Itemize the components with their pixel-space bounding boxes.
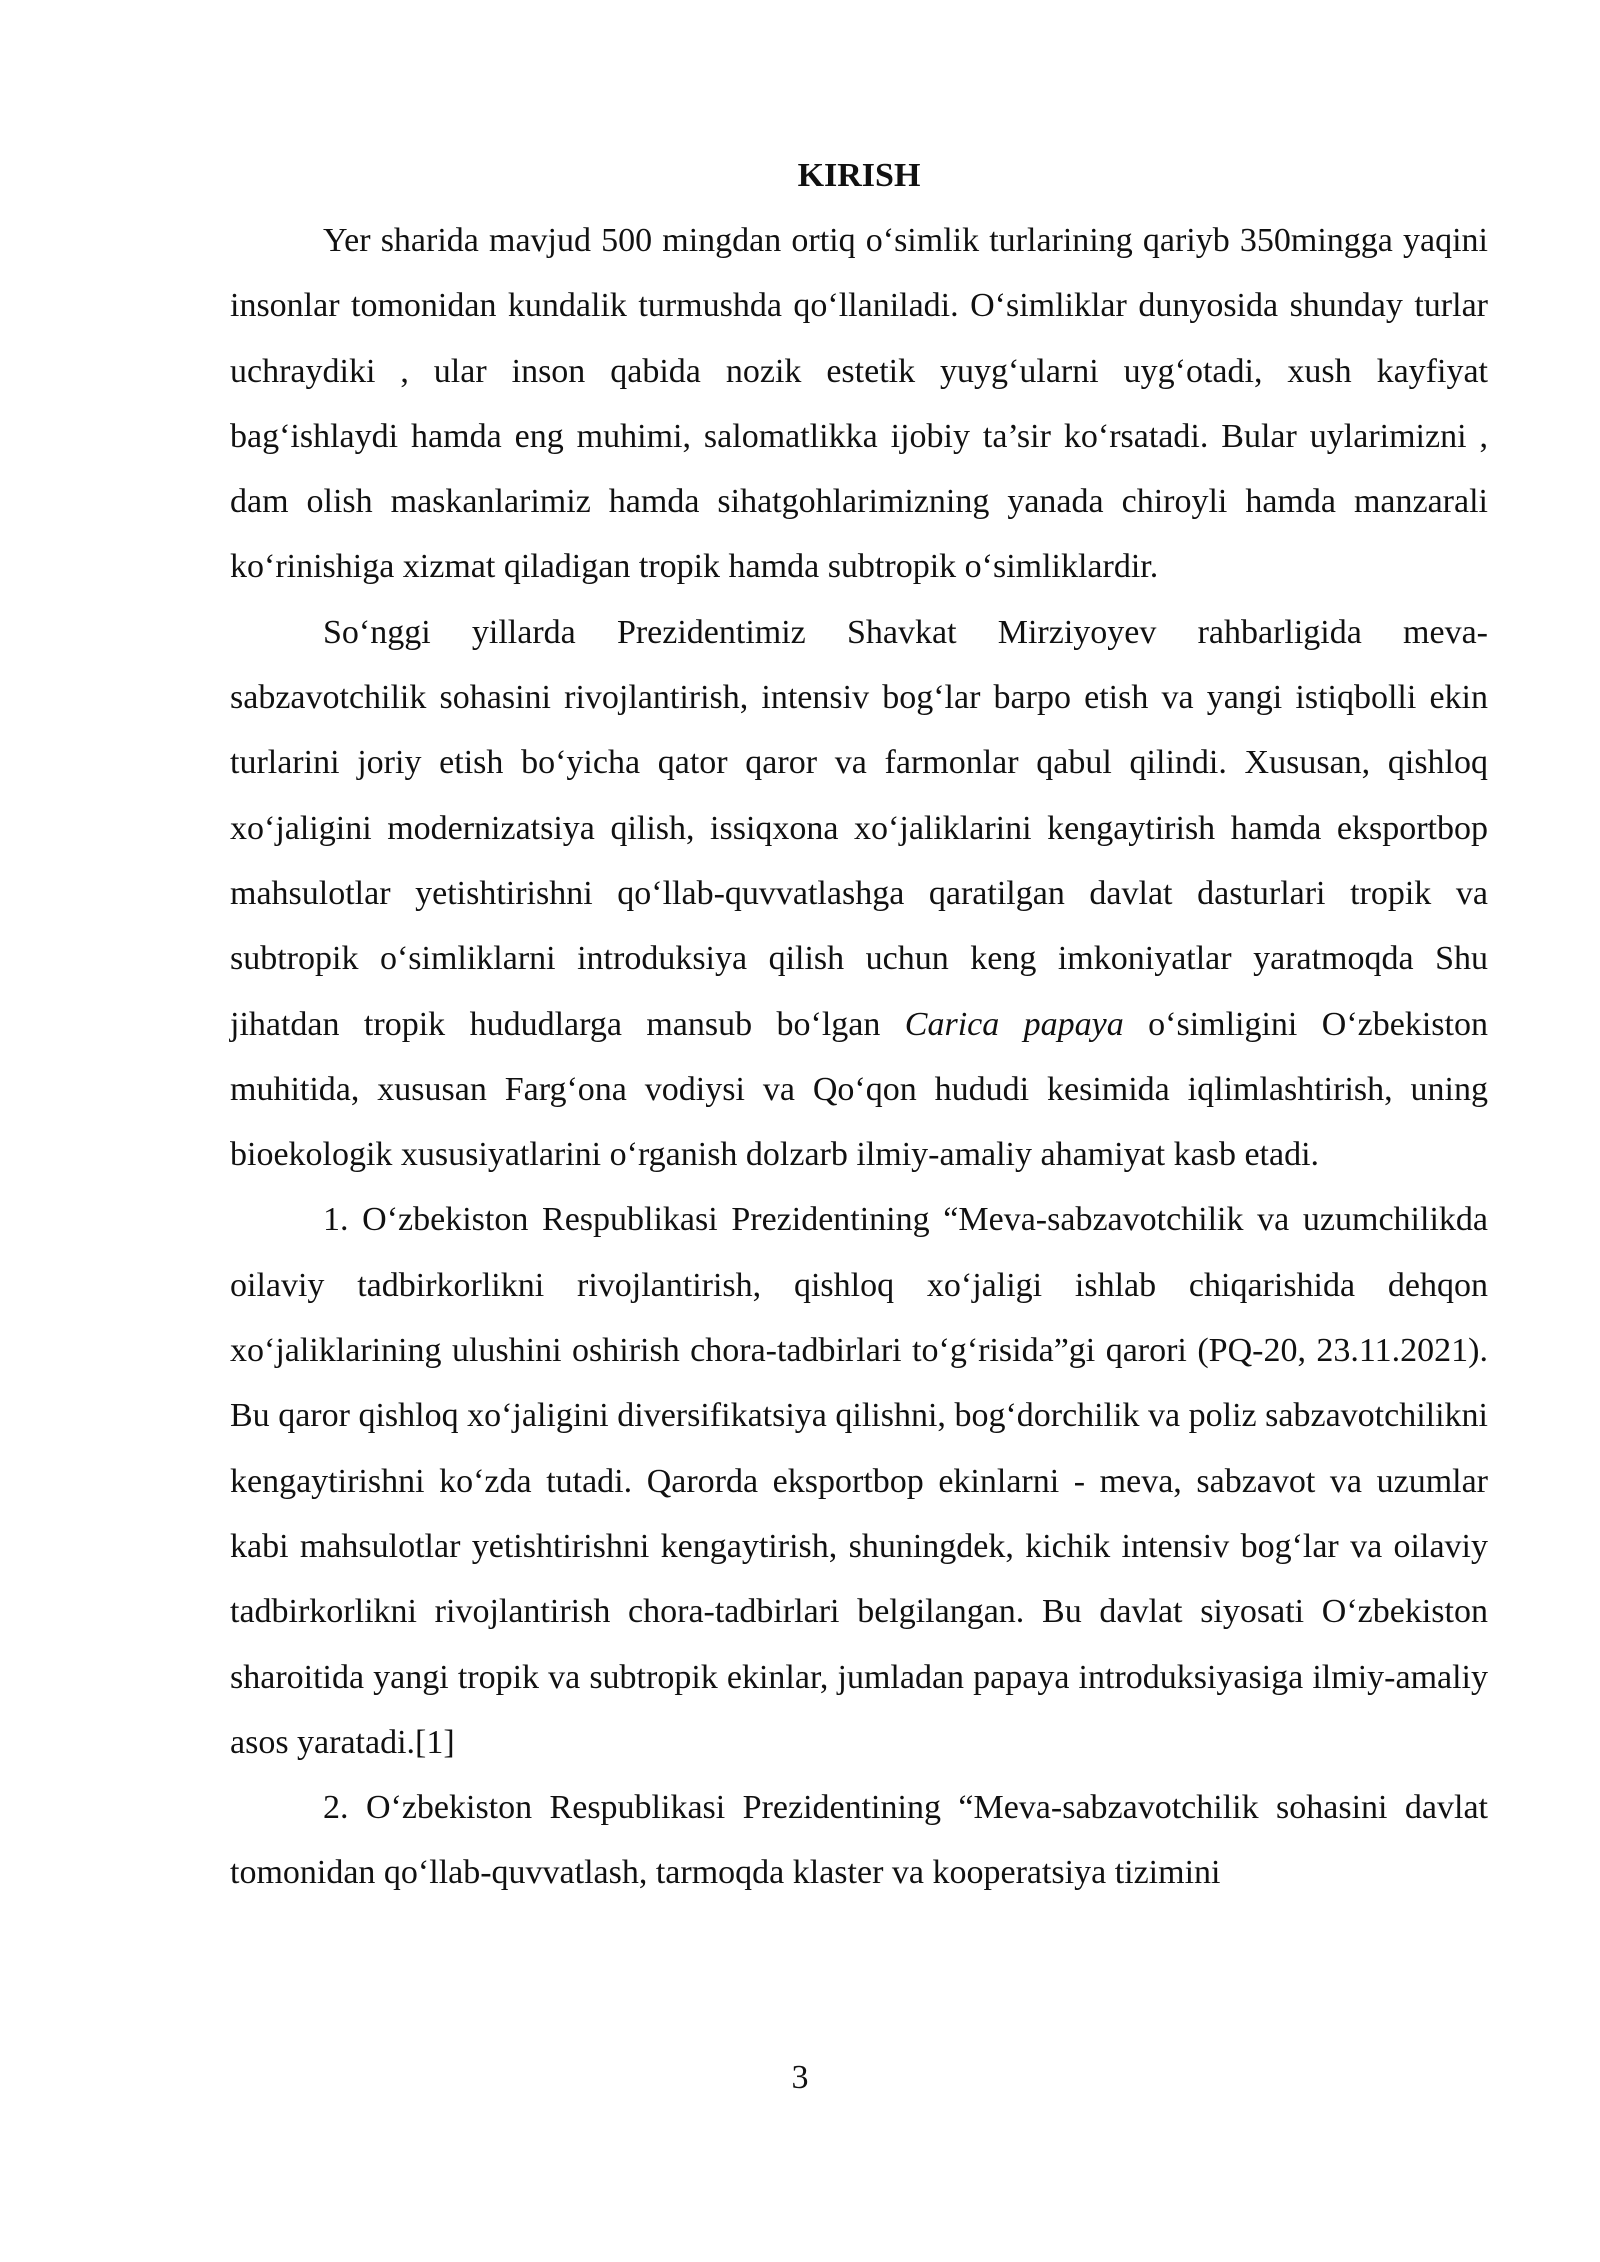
paragraph-intro: Yer sharida mavjud 500 mingdan ortiq o‘simlik turlarining qariyb 350mingga yaqini insonlar tomonidan kundalik turmushda qo‘llaniladi. O‘simliklar dunyosida shunday turlar uchraydiki , ular inson qabida nozik estetik yuyg‘ularni uyg‘otadi, xush kayfiyat bag‘ishlaydi hamda eng muhimi, salomatlikka ijobiy ta’sir ko‘rsatadi. Bular uylarimizni , dam olish maskanlarimiz hamda sihatgohlarimizning yanada chiroyli hamda manzarali ko‘rinishiga xizmat qiladigan tropik hamda subtropik o‘simliklardir. xyxy=(230,222,1488,586)
species-name-italic: Carica papaya xyxy=(904,1005,1124,1043)
paragraph-decree-1: 1. O‘zbekiston Respublikasi Prezidentining “Meva-sabzavotchilik va uzumchilikda oilaviy tadbirkorlikni rivojlantirish, qishloq xo‘jaligi ishlab chiqarishida dehqon xo‘jaliklarining ulushini oshirish chora-tadbirlari to‘g‘risida”gi qarori (PQ-20, 23.11.2021). Bu qaror qishloq xo‘jaligini diversifikatsiya qilishni, bog‘dorchilik va poliz sabzavotchilikni kengaytirishni ko‘zda tutadi. Qarorda eksportbop ekinlarni - meva, sabzavot va uzumlar kabi mahsulotlar yetishtirishni kengaytirish, shuningdek, kichik intensiv bog‘lar va oilaviy tadbirkorlikni rivojlantirish chora-tadbirlari belgilangan. Bu davlat siyosati O‘zbekiston sharoitida yangi tropik va subtropik ekinlar, jumladan papaya introduksiyasiga ilmiy-amaliy asos yaratadi.[1] xyxy=(230,1201,1488,1761)
section-heading: KIRISH xyxy=(797,157,921,194)
page-content xyxy=(230,150,1488,1906)
paragraph-policy-text-start: So‘nggi yillarda Prezidentimiz Shavkat Mirziyoyev rahbarligida meva-sabzavotchilik sohasini rivojlantirish, intensiv bog‘lar barpo etish va yangi istiqbolli ekin turlarini joriy etish bo‘yicha qator qaror va farmonlar qabul qilindi. Xususan, qishloq xo‘jaligini modernizatsiya qilish, issiqxona xo‘jaliklarini kengaytirish hamda eksportbop mahsulotlar yetishtirishni qo‘llab-quvvatlashga qaratilgan davlat dasturlari tropik va subtropik o‘simliklarni introduksiya qilish uchun keng imkoniyatlar yaratmoqda Shu jihatdan tropik hududlarga mansub bo‘lgan xyxy=(230,613,1488,1043)
paragraph-policy-text-end: o‘simligini O‘zbekiston muhitida, xususan Farg‘ona vodiysi va Qo‘qon hududi kesimida iqlimlashtirish, uning bioekologik xususiyatlarini o‘rganish dolzarb ilmiy-amaliy ahamiyat kasb etadi. xyxy=(230,1005,1488,1174)
page-number: 3 xyxy=(791,2059,809,2096)
paragraph-policy xyxy=(230,600,1488,1188)
paragraph-decree-2: 2. O‘zbekiston Respublikasi Prezidentining “Meva-sabzavotchilik sohasini davlat tomonidan qo‘llab-quvvatlash, tarmoqda klaster va kooperatsiya tizimini xyxy=(230,1789,1488,1892)
